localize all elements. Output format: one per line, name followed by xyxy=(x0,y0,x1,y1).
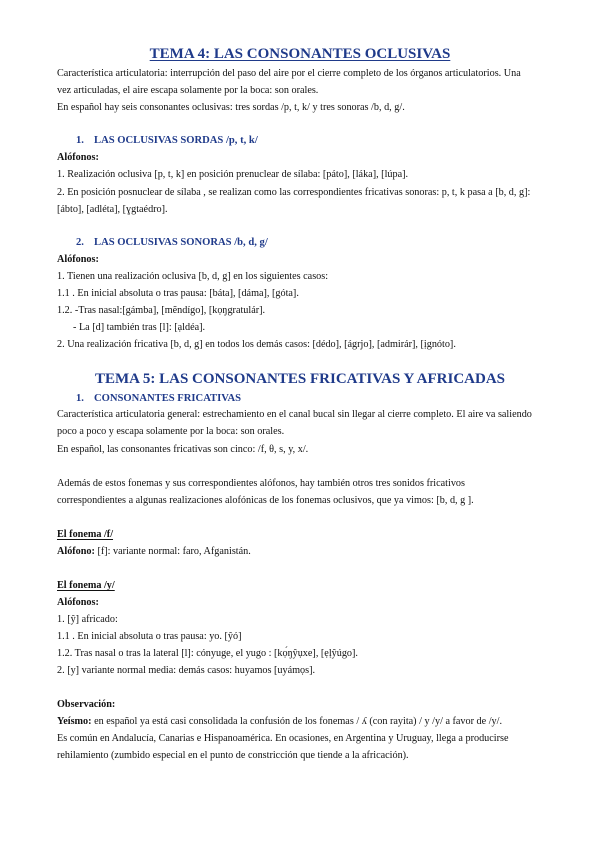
sec2-line: - La [d] también tras [l]: [ạldéa]. xyxy=(73,322,206,333)
section-heading-text: LAS OCLUSIVAS SORDAS /p, t, k/ xyxy=(94,135,258,146)
tema4-section2-heading xyxy=(76,236,268,249)
tema4-intro-line: Característica articulatoria: interrupción del paso del aire por el cierre completo de los órganos articulatorios. Una xyxy=(57,68,521,79)
sec1-line: [ábto], [adléta], [ɣgtaédro]. xyxy=(57,204,168,215)
fonema-y-heading: El fonema /y/ xyxy=(57,580,115,591)
tema5-extra-line: correspondientes a algunas realizaciones alofónicas de los fonemas oclusivos, que ya vimos: [b, d, g ]. xyxy=(57,495,474,506)
sec1-line: 2. En posición posnuclear de sílaba , se realizan como las correspondientes fricativas sonoras: p, t, k pasa a [b, d, g]: xyxy=(57,187,531,198)
section-number: 1. xyxy=(76,393,84,404)
tema5-intro-line: poco a poco y escapa solamente por la boca: son orales. xyxy=(57,426,285,437)
observacion-line xyxy=(57,715,502,728)
tema4-intro-line: vez articuladas, el aire escapa solamente por la boca: son orales. xyxy=(57,85,319,96)
alofonos-label: Alófonos: xyxy=(57,597,99,608)
tema4-title: TEMA 4: LAS CONSONANTES OCLUSIVAS xyxy=(149,46,451,62)
section-heading-text: LAS OCLUSIVAS SONORAS /b, d, g/ xyxy=(94,237,268,248)
tema5-intro-line: En español, las consonantes fricativas son cinco: /f, θ, s, y, x/. xyxy=(57,444,309,455)
sec2-line: 1.2. -Tras nasal:[gámba], [mẽndígo], [kọŋgratulár]. xyxy=(57,305,266,316)
yeismo-label: Yeísmo: xyxy=(57,716,92,727)
section-number: 2. xyxy=(76,237,84,248)
sec2-line: 1.1 . En inicial absoluta o tras pausa: [báta], [dáma], [góta]. xyxy=(57,288,299,299)
fonema-y-line: 2. [y] variante normal media: demás casos: huyamos [uyámọs]. xyxy=(57,665,316,676)
fonema-f-line xyxy=(57,545,251,558)
fonema-y-line: 1.2. Tras nasal o tras la lateral [l]: cónyuge, el yugo : [kọ́ŋŷụxe], [ẹḷŷúgo]. xyxy=(57,648,358,659)
tema4-intro-line: En español hay seis consonantes oclusivas: tres sordas /p, t, k/ y tres sonoras /b, d, g/. xyxy=(57,102,405,113)
fonema-f-text: [f]: variante normal: faro, Afganistán. xyxy=(94,546,251,557)
sec1-line: 1. Realización oclusiva [p, t, k] en posición prenuclear de sílaba: [páto], [láka], [lúpa]. xyxy=(57,169,409,180)
yeismo-text: en español ya está casi consolidada la confusión de los fonemas / ʎ (con rayita) / y /y/ a favor de /y/. xyxy=(91,716,503,727)
sec2-line: 1. Tienen una realización oclusiva [b, d, g] en los siguientes casos: xyxy=(57,271,329,282)
fonema-y-line: 1. [ŷ] africado: xyxy=(57,614,118,625)
alofonos-label: Alófonos: xyxy=(57,152,99,163)
tema5-extra-line: Además de estos fonemas y sus correspondientes alófonos, hay también otros tres sonidos fricativos xyxy=(57,478,465,489)
tema4-section1-heading xyxy=(76,134,258,147)
fonema-f-heading: El fonema /f/ xyxy=(57,529,114,540)
sec2-line: 2. Una realización fricativa [b, d, g] en todos los demás casos: [dédo], [ágrjo], [admirár], [ịgnóto]. xyxy=(57,339,456,350)
observacion-line: Es común en Andalucía, Canarias e Hispanoamérica. En ocasiones, en Argentina y Uruguay, llega a producirse xyxy=(57,733,509,744)
observacion-heading: Observación: xyxy=(57,699,116,710)
fonema-y-line: 1.1 . En inicial absoluta o tras pausa: yo. [ŷó] xyxy=(57,631,242,642)
tema5-section1-heading xyxy=(76,392,241,405)
observacion-line: rehilamiento (zumbido especial en el punto de constricción que tiende a la africación). xyxy=(57,750,409,761)
tema5-title: TEMA 5: LAS CONSONANTES FRICATIVAS Y AFRICADAS xyxy=(94,371,506,387)
section-number: 1. xyxy=(76,135,84,146)
section-heading-text: CONSONANTES FRICATIVAS xyxy=(94,393,242,404)
tema5-intro-line: Característica articulatoria general: estrechamiento en el canal bucal sin llegar al cierre completo. El aire va saliendo xyxy=(57,409,532,420)
alofonos-label: Alófonos: xyxy=(57,254,99,265)
alofono-label: Alófono: xyxy=(57,546,95,557)
